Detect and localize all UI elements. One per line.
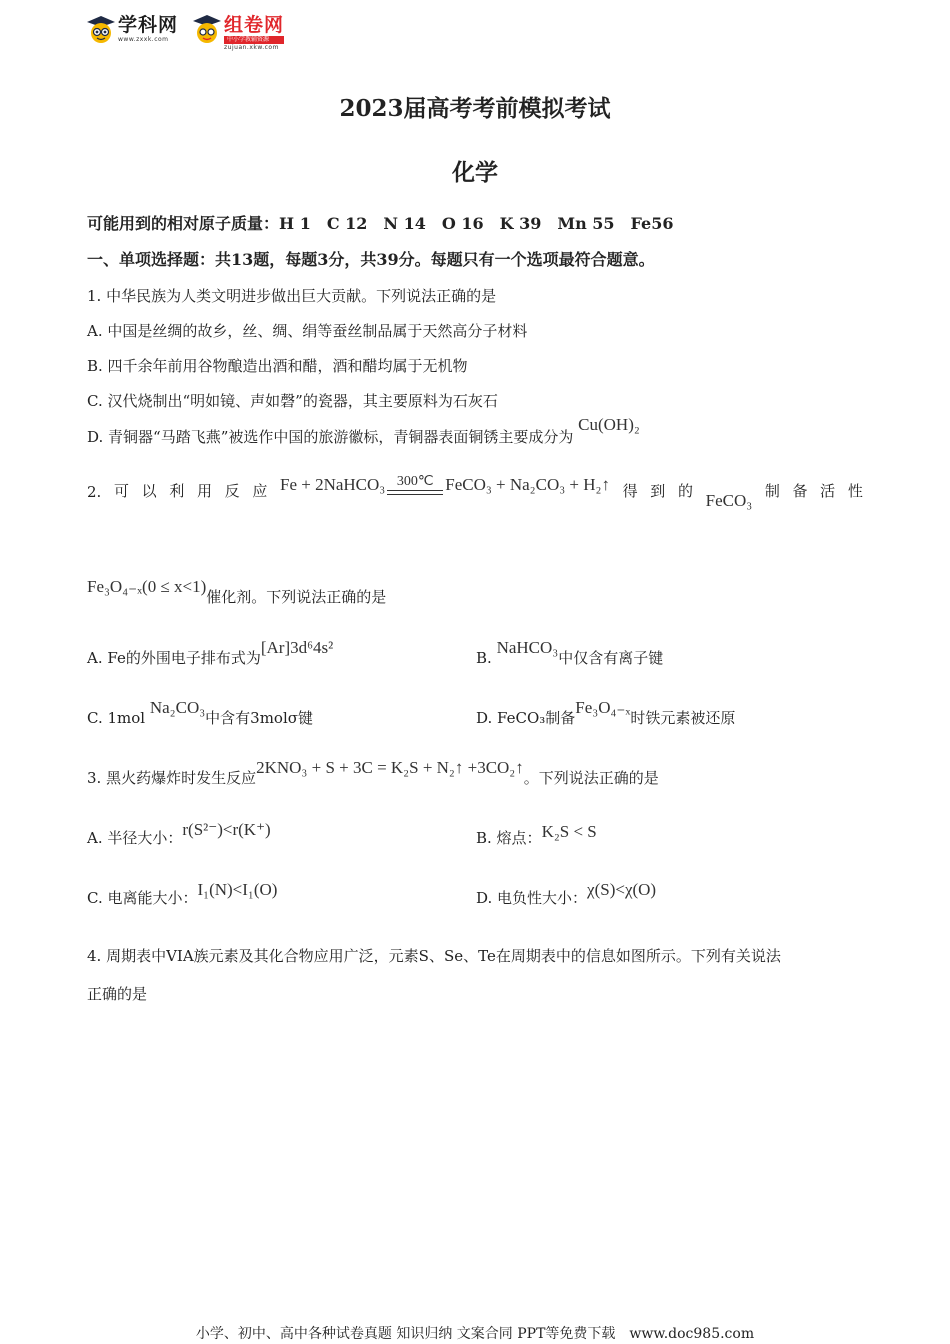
q4-stem-line1: 4. 周期表中VIA族元素及其化合物应用广泛，元素S、Se、Te在周期表中的信息如图所示。下列有关说法	[87, 947, 781, 965]
q3-option-d-text: D. 电负性大小：	[476, 889, 588, 907]
q1-option-b: B. 四千余年前用谷物酿造出酒和醋，酒和醋均属于无机物	[87, 357, 468, 375]
q2-eq-condition: 300℃	[396, 474, 434, 489]
q2-option-b-formula: NaHCO₃	[496, 638, 559, 657]
q3-equation: 2KNO₃ + S + 3C = K₂S + N₂↑ +3CO₂↑	[256, 758, 524, 777]
exam-title: 2023届高考考前模拟考试	[339, 95, 611, 122]
q2-option-a	[87, 638, 334, 668]
double-bar-icon	[387, 490, 443, 495]
q3-option-c-text: C. 电离能大小：	[87, 889, 198, 907]
q2-stem-line2-text: 催化剂。下列说法正确的是	[206, 588, 387, 606]
q2-word: 性	[847, 482, 863, 500]
zujuan-badge: 中小学教辅资源	[224, 36, 284, 44]
q3-option-d-formula: χ(S)<χ(O)	[587, 880, 657, 899]
q2-word: 可	[113, 482, 129, 500]
q2-word: 到	[650, 482, 666, 500]
zxxk-name: 学科网	[118, 14, 179, 36]
q2-eq-right: FeCO₃ + Na₂CO₃ + H₂↑	[445, 475, 610, 494]
q2-option-c-text2: 中含有3molσ键	[205, 709, 313, 727]
q3-option-c-formula: I₁(N)<I₁(O)	[197, 880, 278, 899]
header-logos	[86, 14, 284, 52]
zxxk-url: www.zxxk.com	[118, 36, 169, 43]
zujuan-logo	[192, 14, 284, 52]
q1-option-c: C. 汉代烧制出“明如镜、声如磬”的瓷器，其主要原料为石灰石	[87, 392, 498, 410]
q3-option-b-text: B. 熔点：	[476, 829, 542, 847]
q2-option-c-text: C. 1mol	[87, 709, 146, 727]
q1-option-d-text: D. 青铜器“马踏飞燕”被选作中国的旅游徽标，青铜器表面铜锈主要成分为	[87, 428, 574, 446]
q2-option-d-text: D. FeCO₃制备	[476, 709, 576, 727]
q2-option-b	[476, 638, 664, 668]
q2-equation	[280, 474, 610, 495]
q3-stem-pre: 3. 黑火药爆炸时发生反应	[87, 769, 257, 787]
zujuan-url: zujuan.xkw.com	[224, 44, 279, 51]
q2-feco3: FeCO₃	[705, 491, 753, 510]
q1-stem: 1. 中华民族为人类文明进步做出巨大贡献。下列说法正确的是	[87, 287, 497, 305]
q2-option-c	[87, 698, 313, 728]
q2-stem-line2	[87, 577, 387, 607]
q2-word: 得	[622, 482, 638, 500]
zujuan-name: 组卷网	[224, 14, 285, 36]
q2-word: 的	[677, 482, 693, 500]
footer-ad: 小学、初中、高中各种试卷真题 知识归纳 文案合同 PPT等免费下载 www.doc985.com	[195, 1326, 755, 1342]
owl-mascot-icon	[86, 14, 116, 44]
zxxk-logo	[86, 14, 178, 44]
q2-word: 制	[764, 482, 780, 500]
q1-option-a: A. 中国是丝绸的故乡，丝、绸、绢等蚕丝制品属于天然高分子材料	[87, 322, 528, 340]
q2-option-b-text2: 中仅含有离子键	[558, 649, 664, 667]
q3-option-c	[87, 880, 278, 908]
q2-word: 活	[820, 482, 836, 500]
q4-stem-line2: 正确的是	[87, 985, 148, 1003]
q3-stem-post: 。下列说法正确的是	[523, 769, 659, 787]
q2-word: 以	[141, 482, 157, 500]
q2-word: 备	[792, 482, 808, 500]
q1-option-d	[87, 415, 640, 447]
q2-eq-left: Fe + 2NaHCO₃	[280, 475, 386, 494]
q3-option-b-formula: K₂S < S	[541, 822, 597, 841]
q2-option-a-formula: [Ar]3d⁶4s²	[260, 638, 334, 657]
q2-option-a-text: A. Fe的外围电子排布式为	[87, 649, 261, 667]
q2-option-d	[476, 698, 736, 728]
q3-option-b	[476, 822, 597, 848]
q2-word: 利	[169, 482, 185, 500]
subject-title: 化学	[452, 159, 498, 186]
q2-option-b-text: B.	[476, 649, 492, 667]
q2-option-d-text2: 时铁元素被还原	[630, 709, 736, 727]
q3-stem	[87, 758, 659, 788]
q1-option-d-formula: Cu(OH)₂	[578, 415, 640, 434]
q2-number: 2.	[87, 483, 102, 501]
q2-option-d-formula: Fe₃O₄₋ₓ	[575, 698, 631, 717]
atomic-masses: 可能用到的相对原子质量：H 1 C 12 N 14 O 16 K 39 Mn 55 Fe56	[87, 214, 674, 233]
q2-word: 用	[196, 482, 212, 500]
q2-eq-arrow	[387, 474, 443, 495]
q3-option-d	[476, 880, 657, 908]
q3-option-a	[87, 820, 271, 848]
student-mascot-icon	[192, 14, 222, 44]
q2-word: 反	[224, 482, 240, 500]
q2-word: 应	[252, 482, 268, 500]
q2-catalyst-formula: Fe₃O₄₋ₓ(0 ≤ x<1)	[87, 577, 207, 596]
q2-option-c-formula: Na₂CO₃	[149, 698, 206, 717]
q3-option-a-formula: r(S²⁻)<r(K⁺)	[182, 820, 271, 839]
q2-stem-line1	[87, 474, 863, 510]
q3-option-a-text: A. 半径大小：	[87, 829, 183, 847]
section-heading: 一、单项选择题：共13题，每题3分，共39分。每题只有一个选项最符合题意。	[87, 250, 655, 269]
